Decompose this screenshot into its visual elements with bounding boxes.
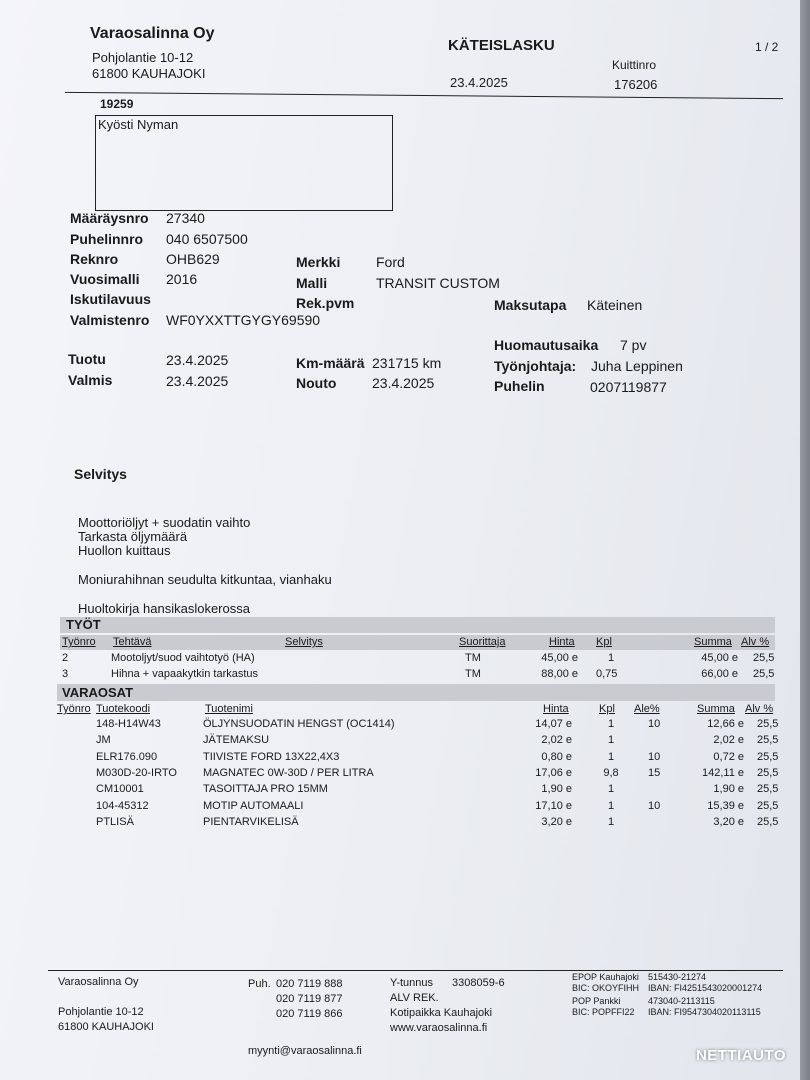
customer-number: 19259: [100, 97, 134, 111]
tyot-row-suorittaja: TM: [465, 652, 481, 664]
header-divider: [65, 92, 783, 99]
tyot-row-tehtava: Mootoljyt/suod vaihtotyö (HA): [111, 652, 255, 664]
reknro-label: Reknro: [70, 251, 119, 267]
valmis-value: 23.4.2025: [166, 373, 229, 389]
page-number: 1 / 2: [755, 40, 779, 54]
footer-kotipaikka: Kotipaikka Kauhajoki: [390, 1007, 493, 1019]
maksutapa-label: Maksutapa: [494, 297, 567, 313]
tyot-col-kpl: Kpl: [596, 636, 612, 648]
tyonjohtaja-value: Juha Leppinen: [591, 358, 683, 374]
tyot-band: [60, 617, 775, 633]
company-address1: Pohjolantie 10-12: [92, 50, 194, 65]
tyot-col-summa: Summa: [694, 636, 732, 648]
km-value: 231715 km: [372, 355, 442, 371]
selvitys-line: Huoltokirja hansikaslokerossa: [78, 601, 250, 616]
parts-row-hinta: 17,10 e: [535, 799, 572, 812]
valmistenro-label: Valmistenro: [70, 312, 150, 328]
footer-bank2: POP Pankki: [572, 996, 621, 1006]
puhelinnro-label: Puhelinnro: [70, 231, 144, 247]
parts-row-summa: 12,66 e: [707, 718, 744, 730]
valmis-label: Valmis: [68, 372, 113, 388]
invoice-date: 23.4.2025: [450, 75, 508, 90]
km-label: Km-määrä: [296, 355, 365, 371]
selvitys-line: Moottoriöljyt + suodatin vaihto: [78, 515, 251, 530]
footer-phone: 020 7119 888: [276, 978, 343, 990]
parts-row-alv: 25,5: [757, 815, 779, 828]
tyot-row-alv: 25,5: [753, 668, 775, 680]
footer-ytunnus-label: Y-tunnus: [390, 977, 434, 989]
varaosat-col-summa: Summa: [697, 703, 735, 715]
parts-row-summa: 1,90 e: [713, 783, 744, 796]
maksutapa-value: Käteinen: [587, 297, 643, 313]
maaraysnro-value: 27340: [166, 210, 205, 226]
footer-address1: Pohjolantie 10-12: [58, 1006, 144, 1018]
footer-ytunnus: 3308059-6: [452, 977, 505, 989]
varaosat-col-nimi: Tuotenimi: [205, 703, 253, 715]
selvitys-line: Moniurahihnan seudulta kitkuntaa, vianhaku: [78, 572, 332, 587]
puhelin-label: Puhelin: [494, 378, 545, 394]
parts-row-alv: 25,5: [757, 718, 779, 730]
malli-label: Malli: [296, 275, 328, 291]
parts-row-nimi: JÄTEMAKSU: [203, 734, 270, 747]
tyot-row-summa: 66,00 e: [701, 668, 738, 680]
huomautusaika-value: 7 pv: [620, 337, 647, 353]
nouto-label: Nouto: [296, 375, 337, 391]
parts-row-hinta: 0,80 e: [541, 750, 572, 763]
parts-row-kpl: 1: [607, 750, 615, 763]
rekpvm-label: Rek.pvm: [296, 295, 355, 311]
footer-bic1: BIC: OKOYFIHH: [572, 983, 640, 993]
selvitys-line: Huollon kuittaus: [78, 543, 171, 558]
tyot-row-hinta: 45,00 e: [541, 652, 578, 664]
footer-bank1-no: 515430-21274: [648, 972, 707, 982]
nettiauto-watermark: NETTIAUTO: [695, 1047, 786, 1064]
parts-row-koodi: JM: [96, 734, 111, 747]
varaosat-heading: VARAOSAT: [62, 685, 134, 700]
parts-row-ale: 10: [648, 799, 661, 812]
footer-email: myynti@varaosalinna.fi: [248, 1045, 362, 1057]
parts-row-koodi: M030D-20-IRTO: [96, 766, 177, 779]
customer-name: Kyösti Nyman: [98, 117, 179, 132]
footer-divider: [48, 970, 783, 971]
tyonjohtaja-label: Työnjohtaja:: [494, 358, 577, 374]
tyot-row-nro: 3: [62, 668, 69, 680]
tuotu-value: 23.4.2025: [166, 352, 229, 368]
parts-row-alv: 25,5: [757, 799, 779, 812]
varaosat-band: [57, 684, 775, 701]
parts-row-koodi: ELR176.090: [96, 750, 158, 763]
parts-row-alv: 25,5: [757, 766, 779, 779]
parts-row-hinta: 2,02 e: [541, 734, 572, 747]
merkki-label: Merkki: [296, 254, 341, 270]
tyot-row-alv: 25,5: [753, 652, 775, 664]
company-name: Varaosalinna Oy: [90, 25, 215, 42]
footer-bank1: EPOP Kauhajoki: [572, 972, 639, 982]
document-title: KÄTEISLASKU: [448, 37, 555, 54]
vuosimalli-label: Vuosimalli: [70, 271, 140, 287]
parts-row-nimi: MOTIP AUTOMAALI: [203, 799, 304, 812]
footer-phone-label: Puh.: [248, 978, 271, 990]
parts-row-summa: 2,02 e: [713, 734, 744, 747]
footer-address2: 61800 KAUHAJOKI: [58, 1021, 154, 1033]
varaosat-col-tyonro: Työnro: [57, 703, 91, 715]
parts-row-nimi: TIIVISTE FORD 13X22,4X3: [203, 750, 340, 763]
tyot-header-band: [60, 635, 775, 650]
parts-row-hinta: 17,06 e: [535, 766, 572, 779]
parts-row-alv: 25,5: [757, 750, 779, 763]
parts-row-kpl: 1: [607, 815, 615, 828]
tyot-col-suorittaja: Suorittaja: [459, 636, 506, 648]
parts-row-koodi: 104-45312: [96, 799, 149, 812]
varaosat-col-koodi: Tuotekoodi: [96, 703, 151, 715]
puhelin-value: 0207119877: [590, 379, 667, 395]
parts-row-kpl: 1: [607, 783, 615, 796]
tyot-row-nro: 2: [62, 652, 69, 664]
varaosat-col-ale: Ale%: [634, 703, 660, 715]
parts-row-summa: 0,72 e: [713, 750, 744, 763]
tyot-row-suorittaja: TM: [465, 668, 481, 680]
parts-row-nimi: MAGNATEC 0W-30D / PER LITRA: [203, 766, 374, 779]
receipt-label: Kuittinro: [612, 58, 657, 72]
maaraysnro-label: Määräysnro: [70, 210, 149, 226]
tyot-col-hinta: Hinta: [549, 636, 575, 648]
parts-row-alv: 25,5: [757, 783, 779, 796]
parts-row-nimi: TASOITTAJA PRO 15MM: [203, 783, 328, 796]
tyot-row-tehtava: Hihna + vapaakytkin tarkastus: [111, 668, 259, 680]
tyot-col-alv: Alv %: [741, 636, 770, 648]
tyot-col-tyonro: Työnro: [62, 636, 96, 648]
footer-alv: ALV REK.: [390, 992, 439, 1004]
parts-row-nimi: PIENTARVIKELISÄ: [203, 815, 299, 828]
footer-phone: 020 7119 877: [276, 993, 343, 1005]
parts-row-kpl: 1: [607, 799, 615, 812]
huomautusaika-label: Huomautusaika: [494, 337, 599, 353]
footer-bank2-no: 473040-2113115: [648, 996, 715, 1006]
parts-row-kpl: 1: [607, 734, 615, 747]
tyot-heading: TYÖT: [66, 617, 101, 632]
tyot-col-selvitys: Selvitys: [285, 636, 323, 648]
footer-iban1: IBAN: FI4251543020001274: [648, 983, 763, 993]
selvitys-line: Tarkasta öljymäärä: [78, 529, 188, 544]
parts-row-ale: 15: [648, 766, 661, 779]
parts-row-hinta: 14,07 e: [535, 718, 572, 730]
varaosat-col-kpl: Kpl: [599, 703, 615, 715]
selvitys-heading: Selvitys: [74, 466, 127, 482]
footer-company: Varaosalinna Oy: [58, 976, 139, 988]
iskutilavuus-label: Iskutilavuus: [70, 291, 151, 307]
parts-row-hinta: 1,90 e: [541, 783, 572, 796]
tyot-row-summa: 45,00 e: [701, 652, 738, 664]
merkki-value: Ford: [376, 254, 405, 270]
parts-row-koodi: 148-H14W43: [96, 718, 161, 730]
footer-iban2: IBAN: FI9547304020113115: [648, 1007, 761, 1017]
parts-row-ale: 10: [648, 718, 661, 730]
parts-row-kpl: 1: [607, 718, 615, 730]
vuosimalli-value: 2016: [166, 271, 198, 287]
footer-bic2: BIC: POPFFI22: [572, 1007, 635, 1017]
reknro-value: OHB629: [166, 251, 220, 267]
parts-row-summa: 142,11 e: [701, 766, 744, 779]
company-address2: 61800 KAUHAJOKI: [92, 66, 206, 81]
parts-row-alv: 25,5: [757, 734, 779, 747]
parts-row-summa: 15,39 e: [707, 799, 744, 812]
parts-row-nimi: ÖLJYNSUODATIN HENGST (OC1414): [203, 718, 395, 730]
tuotu-label: Tuotu: [68, 351, 106, 367]
tyot-row-kpl: 1: [608, 652, 615, 664]
tyot-col-tehtava: Tehtävä: [113, 636, 152, 648]
nouto-value: 23.4.2025: [372, 375, 435, 391]
receipt-number: 176206: [614, 77, 658, 92]
malli-value: TRANSIT CUSTOM: [376, 275, 500, 291]
parts-row-summa: 3,20 e: [713, 815, 744, 828]
puhelinnro-value: 040 6507500: [166, 231, 248, 247]
parts-row-koodi: CM10001: [96, 783, 144, 796]
varaosat-col-hinta: Hinta: [543, 703, 569, 715]
parts-row-kpl: 9,8: [603, 766, 619, 779]
footer-website: www.varaosalinna.fi: [390, 1022, 488, 1034]
varaosat-col-alv: Alv %: [745, 703, 774, 715]
valmistenro-value: WF0YXXTTGYGY69590: [166, 312, 321, 328]
footer-phone: 020 7119 866: [276, 1008, 343, 1020]
parts-row-koodi: PTLISÄ: [96, 815, 134, 828]
tyot-row-hinta: 88,00 e: [541, 668, 578, 680]
parts-row-hinta: 3,20 e: [541, 815, 572, 828]
tyot-row-kpl: 0,75: [596, 668, 618, 680]
parts-row-ale: 10: [648, 750, 661, 763]
